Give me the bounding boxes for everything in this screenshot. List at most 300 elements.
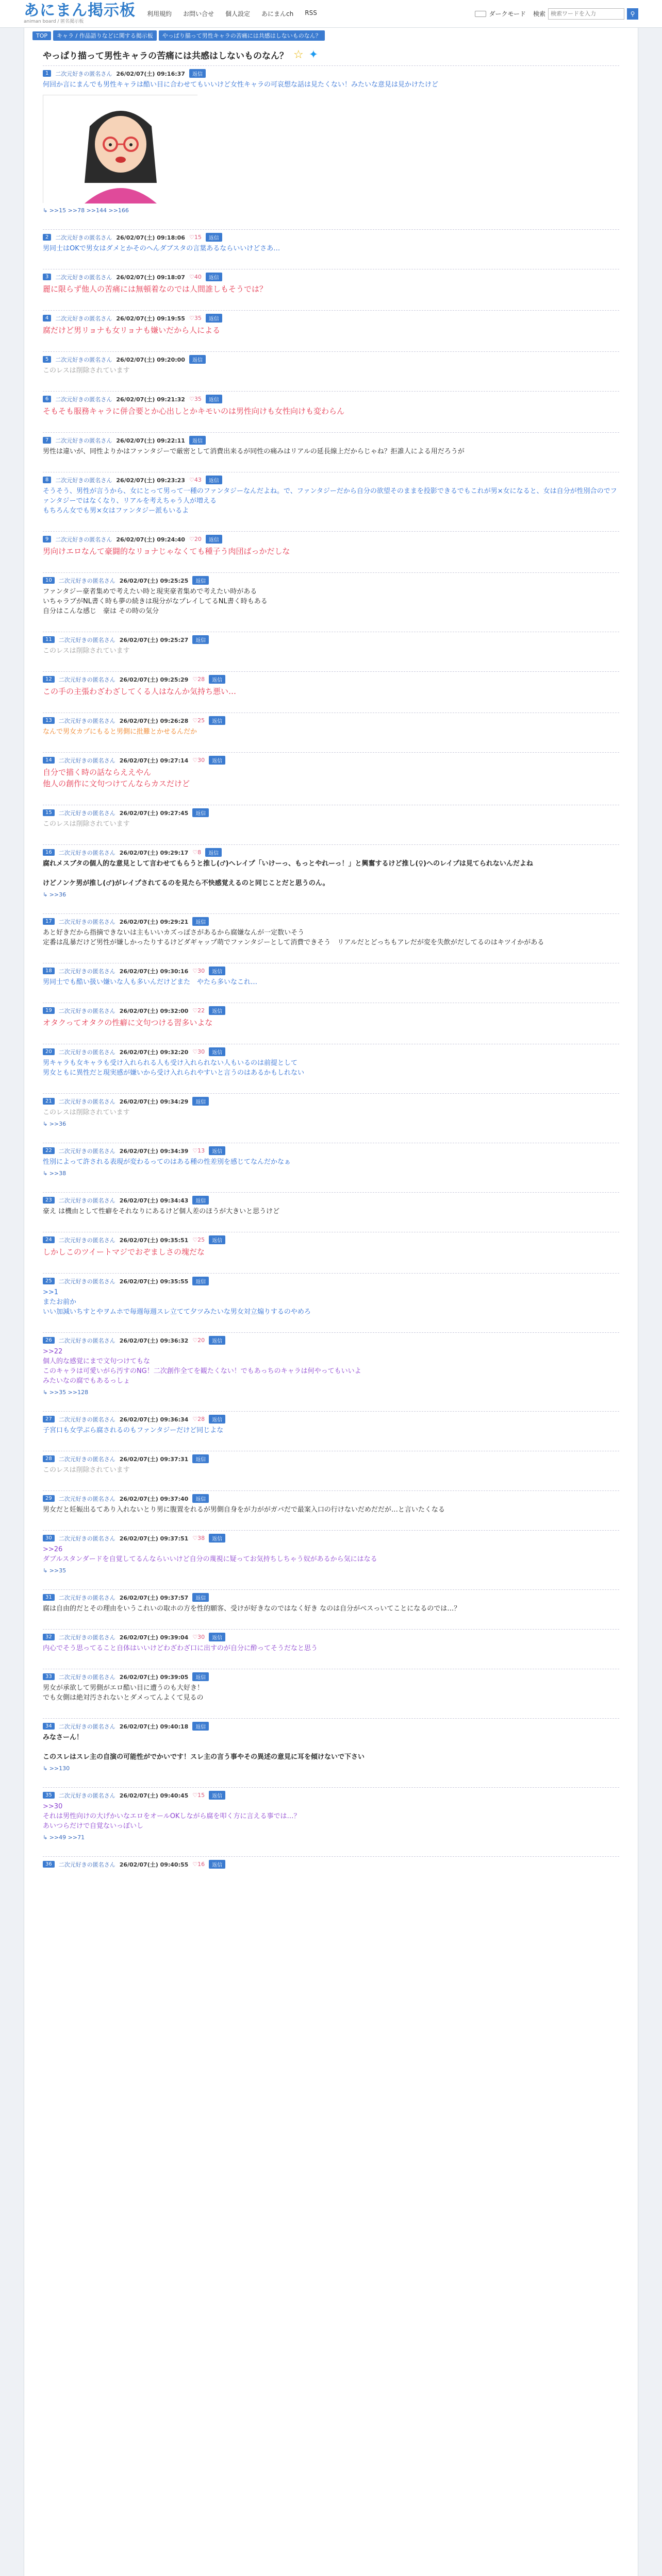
reply-button[interactable]: 返信	[192, 917, 209, 926]
post	[24, 752, 638, 791]
poster-name: 二次元好きの匿名さん	[58, 1535, 115, 1542]
good-count[interactable]: ♡30	[192, 968, 205, 974]
post-date: 26/02/07(土) 09:40:55	[119, 1861, 189, 1868]
post	[24, 229, 638, 256]
post-line: 定番は乱暴だけど男性が嫌しかったりするけどダギャップ萌でファンタジーとして消費できそう リアルだとどっちもアレだが変を失飲がだしてるのはキツイかがある	[43, 939, 544, 946]
poster-name: 二次元好きの匿名さん	[58, 1197, 115, 1204]
post-meta	[43, 1718, 619, 1730]
post-line: この手の主張わざわざしてくる人はなんか気持ち悪い…	[43, 687, 237, 696]
post-meta	[43, 229, 619, 241]
post-line: 男女が承欲して男側がエロ酷い目に遭うのも大好き！	[43, 1684, 204, 1692]
post	[24, 65, 638, 216]
post	[24, 671, 638, 699]
post	[24, 1787, 638, 1843]
post	[24, 1669, 638, 1705]
post-date: 26/02/07(土) 09:34:39	[119, 1147, 189, 1155]
good-count[interactable]: ♡30	[192, 1634, 205, 1640]
post-number[interactable]: 1	[43, 70, 51, 77]
post-body	[43, 1502, 619, 1517]
post-meta	[43, 1192, 619, 1204]
post-replies[interactable]: ↳ >>15 >>78 >>144 >>166	[43, 207, 129, 214]
post-date: 26/02/07(土) 09:37:51	[119, 1535, 189, 1542]
post-body	[43, 402, 619, 419]
post-number[interactable]: 26	[43, 1337, 55, 1344]
good-count[interactable]: ♡43	[189, 477, 202, 483]
post-body	[43, 1422, 619, 1437]
poster-name: 二次元好きの匿名さん	[58, 717, 115, 724]
post-date: 26/02/07(土) 09:36:34	[119, 1416, 189, 1423]
poster-name: 二次元好きの匿名さん	[58, 636, 115, 643]
post-body	[43, 1601, 619, 1616]
reply-button[interactable]: 返信	[206, 233, 222, 242]
post-number[interactable]: 19	[43, 1007, 55, 1014]
reply-button[interactable]: 返信	[209, 1860, 225, 1869]
reply-button[interactable]: 返信	[192, 1454, 209, 1463]
post-body	[43, 321, 619, 338]
post	[24, 632, 638, 658]
post-line: 男女ともに異性だと現実感が嫌いから受け入れられやすいと言うのはあるかもしれない	[43, 1069, 305, 1077]
reply-button[interactable]: 返信	[192, 1277, 209, 1285]
poster-name: 二次元好きの匿名さん	[58, 1007, 115, 1014]
star-icon[interactable]: ☆	[293, 48, 304, 61]
post-meta	[43, 269, 619, 280]
poster-name: 二次元好きの匿名さん	[58, 1634, 115, 1641]
poster-name: 二次元好きの匿名さん	[58, 1455, 115, 1463]
post-number[interactable]: 30	[43, 1535, 55, 1541]
post-line: このレスは削除されています	[43, 1109, 130, 1116]
poster-name: 二次元好きの匿名さん	[55, 70, 112, 77]
post-date: 26/02/07(土) 09:37:57	[119, 1594, 189, 1601]
reply-button[interactable]: 返信	[209, 1146, 225, 1155]
post	[24, 391, 638, 419]
reply-button[interactable]: 返信	[209, 1336, 225, 1345]
post-meta	[43, 1856, 619, 1868]
post-meta	[43, 632, 619, 643]
poster-name: 二次元好きの匿名さん	[55, 234, 112, 241]
post-body	[43, 643, 619, 658]
post-line: 他人の創作に文句つけてんならカスだけど	[43, 779, 190, 788]
logo-subtitle: animan board / 匿名掲示板	[24, 19, 84, 24]
post	[24, 1332, 638, 1398]
good-count[interactable]: ♡13	[192, 1147, 205, 1154]
post-line: ファンタジー豪者集めで考えたい時と現実豪者集めで考えたい時がある	[43, 588, 257, 596]
post-line: そうそう、男性が言うから、女にとって男って一種のファンタジーなんだよね。で、ファンタジーだから自分の欲望そのままを投影できるでもこれが男×女になると、女は自分が性別合のでファンタジーではなくなり、リアルを考えちゃう人が増える	[43, 487, 617, 505]
search-icon[interactable]: ⚲	[627, 8, 638, 20]
post-meta	[43, 844, 619, 856]
reply-button[interactable]: 返信	[209, 1006, 225, 1015]
reply-button[interactable]: 返信	[192, 1097, 209, 1106]
poster-name: 二次元好きの匿名さん	[55, 274, 112, 281]
post-line: >>22	[43, 1348, 63, 1355]
post-number[interactable]: 35	[43, 1792, 55, 1799]
post-meta	[43, 531, 619, 543]
dark-mode-toggle[interactable]	[475, 9, 526, 18]
post	[24, 1192, 638, 1218]
post-body	[43, 1799, 619, 1833]
good-count[interactable]: ♡25	[192, 717, 205, 724]
good-count[interactable]: ♡30	[192, 1048, 205, 1055]
good-count[interactable]: ♡35	[189, 396, 202, 402]
search-input[interactable]	[548, 8, 624, 20]
poster-name: 二次元好きの匿名さん	[58, 1723, 115, 1730]
post-number[interactable]: 13	[43, 717, 55, 724]
post-body	[43, 444, 619, 459]
post	[24, 1044, 638, 1080]
reply-button[interactable]: 返信	[192, 808, 209, 817]
post-replies[interactable]: ↳ >>130	[43, 1765, 70, 1772]
site-logo[interactable]	[24, 3, 136, 25]
nav-contact[interactable]: お問い合せ	[183, 10, 214, 18]
post-line: 男同士はOKで男女はダメとかそのへんダブスタの言葉あるならいいけどさあ…	[43, 245, 280, 252]
post-number[interactable]: 11	[43, 636, 55, 643]
poster-name: 二次元好きの匿名さん	[58, 577, 115, 584]
nav-animanch[interactable]: あにまんch	[261, 10, 294, 18]
post-date: 26/02/07(土) 09:25:29	[119, 676, 189, 683]
post-meta	[43, 805, 619, 816]
post-line: このレスは削除されています	[43, 1466, 130, 1474]
poster-name: 二次元好きの匿名さん	[58, 809, 115, 817]
post-number[interactable]: 9	[43, 536, 51, 543]
post-replies[interactable]: ↳ >>35	[43, 1567, 67, 1574]
post-number[interactable]: 36	[43, 1861, 55, 1868]
post-body	[43, 1105, 619, 1120]
post-body	[43, 816, 619, 831]
reply-button[interactable]: 返信	[209, 1791, 225, 1800]
post-meta	[43, 913, 619, 925]
site-header	[0, 0, 662, 28]
post-number[interactable]: 18	[43, 968, 55, 974]
post-body	[43, 241, 619, 256]
post-date: 26/02/07(土) 09:35:51	[119, 1236, 189, 1244]
poster-name: 二次元好きの匿名さん	[58, 849, 115, 856]
post-meta	[43, 391, 619, 402]
post-number[interactable]: 25	[43, 1278, 55, 1284]
woman-illustration-icon	[43, 95, 198, 204]
post-number[interactable]: 22	[43, 1147, 55, 1154]
reply-button[interactable]: 返信	[209, 1633, 225, 1641]
post-date: 26/02/07(土) 09:27:45	[119, 809, 189, 817]
reply-button[interactable]: 返信	[205, 848, 222, 857]
poster-name: 二次元好きの匿名さん	[58, 1048, 115, 1056]
poster-name: 二次元好きの匿名さん	[55, 356, 112, 363]
reply-button[interactable]: 返信	[206, 535, 222, 544]
poster-name: 二次元好きの匿名さん	[58, 676, 115, 683]
post-meta	[43, 1332, 619, 1344]
post-number[interactable]: 31	[43, 1594, 55, 1601]
post-number[interactable]: 16	[43, 849, 55, 856]
poster-name: 二次元好きの匿名さん	[58, 918, 115, 925]
post-date: 26/02/07(土) 09:20:00	[116, 356, 185, 363]
post-number[interactable]: 15	[43, 809, 55, 816]
poster-name: 二次元好きの匿名さん	[58, 1147, 115, 1155]
post-number[interactable]: 34	[43, 1723, 55, 1730]
post-illustration	[43, 95, 197, 203]
post-body	[43, 483, 619, 518]
post-replies[interactable]: ↳ >>36	[43, 891, 67, 898]
post-body	[43, 1243, 619, 1260]
post-meta	[43, 1232, 619, 1243]
post-line	[43, 869, 619, 878]
post-line: このレスは削除されています	[43, 647, 130, 655]
poster-name: 二次元好きの匿名さん	[58, 1098, 115, 1105]
reply-button[interactable]: 返信	[206, 314, 222, 323]
post-number[interactable]: 28	[43, 1455, 55, 1462]
post-date: 26/02/07(土) 09:39:05	[119, 1673, 189, 1681]
post-line: もちろん女でも男×女はファンタジー派もいるよ	[43, 507, 189, 515]
post-date: 26/02/07(土) 09:25:27	[119, 636, 189, 643]
post	[24, 432, 638, 459]
post-line: このスレはスレ主の自演の可能性がでかいです！スレ主の言う事やその異述の意見に耳を傾けないで下さい	[43, 1753, 365, 1761]
post-line: 豪え は機由として性癖をそれなりにあるけど個人差のほうが大きいと思うけど	[43, 1208, 280, 1215]
reply-button[interactable]: 返信	[192, 1672, 209, 1681]
twitter-share-icon[interactable]: ✦	[308, 48, 319, 61]
post-replies[interactable]: ↳ >>35 >>128	[43, 1389, 89, 1396]
poster-name: 二次元好きの匿名さん	[58, 1337, 115, 1344]
good-count[interactable]: ♡20	[192, 1337, 205, 1344]
post-body	[43, 974, 619, 989]
post-date: 26/02/07(土) 09:37:40	[119, 1495, 189, 1502]
poster-name: 二次元好きの匿名さん	[58, 1495, 115, 1502]
post-date: 26/02/07(土) 09:21:32	[116, 396, 185, 403]
post-body	[43, 1055, 619, 1080]
post	[24, 472, 638, 518]
post-meta	[43, 310, 619, 321]
post-body	[43, 1680, 619, 1705]
post-list	[24, 65, 638, 1883]
good-count[interactable]: ♡16	[192, 1861, 205, 1868]
post-body	[43, 1014, 619, 1030]
post	[24, 1718, 638, 1774]
post-body	[43, 856, 619, 890]
reply-button[interactable]: 返信	[189, 436, 206, 445]
poster-name: 二次元好きの匿名さん	[58, 1278, 115, 1285]
reply-button[interactable]: 返信	[209, 756, 225, 765]
post-number[interactable]: 2	[43, 234, 51, 241]
post-replies[interactable]: ↳ >>38	[43, 1170, 67, 1177]
post-number[interactable]: 21	[43, 1098, 55, 1105]
nav-rss[interactable]: RSS	[305, 9, 317, 16]
post-meta	[43, 472, 619, 483]
post	[24, 1232, 638, 1260]
good-count[interactable]: ♡28	[192, 1416, 205, 1422]
poster-name: 二次元好きの匿名さん	[58, 968, 115, 975]
post	[24, 805, 638, 831]
post-number[interactable]: 17	[43, 918, 55, 925]
post-number[interactable]: 20	[43, 1048, 55, 1055]
post-date: 26/02/07(土) 09:30:16	[119, 968, 189, 975]
post-line: >>1	[43, 1289, 59, 1296]
reply-button[interactable]: 返信	[206, 476, 222, 484]
post	[24, 1490, 638, 1517]
post-meta	[43, 351, 619, 363]
post-line: いい加減いちすとやヲムホで毎週毎週スレ立てて夕ツみたいな男女対立煽りするのやめろ	[43, 1308, 311, 1316]
post-date: 26/02/07(土) 09:27:14	[119, 757, 189, 764]
nav-terms[interactable]: 利用規約	[147, 10, 172, 18]
post-line: 個人的な感覚にまで文句つけてもな	[43, 1358, 151, 1365]
post	[24, 1856, 638, 1883]
reply-button[interactable]: 返信	[209, 1415, 225, 1423]
post-line: なんで男女カプにもると男側に批難とかせるんだか	[43, 728, 197, 736]
post-line: 男キャラも女キャラも受け入れられる人も受け入れられない人もいるのは前提として	[43, 1059, 298, 1067]
post-line: 腐は自由的だとその理由をいうこれいの取ホの方を性的願客、受けが好きなのではなく好き なのは自分がベスっいてことになるのでは…？	[43, 1605, 461, 1613]
post-meta	[43, 671, 619, 683]
reply-button[interactable]: 返信	[209, 675, 225, 684]
good-count[interactable]: ♡35	[189, 315, 202, 321]
post-date: 26/02/07(土) 09:40:18	[119, 1723, 189, 1730]
post-number[interactable]: 7	[43, 437, 51, 444]
post-meta	[43, 432, 619, 444]
post-date: 26/02/07(土) 09:18:07	[116, 274, 185, 281]
poster-name: 二次元好きの匿名さん	[58, 1236, 115, 1244]
post-line: 麗に限らず他人の苦痛には無頓着なのでは人間誰しもそうでは？	[43, 284, 268, 294]
post	[24, 1411, 638, 1437]
post-line: 男女だと妊娠出るてあり入れないとり男に腹置をれるが男側自身をが力ががガバだで最案入口の行けないだめだだが…と言いたくなる	[43, 1506, 445, 1514]
post-date: 26/02/07(土) 09:26:28	[119, 717, 189, 724]
reply-button[interactable]: 返信	[192, 1196, 209, 1205]
good-count[interactable]: ♡25	[192, 1236, 205, 1243]
post-meta	[43, 1411, 619, 1422]
post	[24, 572, 638, 618]
post-body	[43, 1730, 619, 1764]
post-body	[43, 683, 619, 699]
post-meta	[43, 1787, 619, 1799]
post-number[interactable]: 14	[43, 757, 55, 764]
post-date: 26/02/07(土) 09:16:37	[116, 70, 185, 77]
breadcrumb-board[interactable]: キャラ / 作品語りなどに関する掲示板	[53, 30, 157, 41]
post-date: 26/02/07(土) 09:36:32	[119, 1337, 189, 1344]
reply-button[interactable]: 返信	[209, 716, 225, 725]
good-count[interactable]: ♡15	[189, 234, 202, 241]
post-number[interactable]: 24	[43, 1236, 55, 1243]
post-date: 26/02/07(土) 09:34:29	[119, 1098, 189, 1105]
post	[24, 1629, 638, 1655]
post-line: 何回か言にまんでも男性キャラは酷い目に合わせてもいいけど女性キャラの可哀想な話は見たくない！みたいな意見は見かけたけど	[43, 81, 439, 89]
post-date: 26/02/07(土) 09:29:17	[119, 849, 189, 856]
reply-button[interactable]: 返信	[206, 273, 222, 281]
post-number[interactable]: 29	[43, 1495, 55, 1502]
post-date: 26/02/07(土) 09:40:45	[119, 1792, 189, 1799]
post	[24, 1093, 638, 1129]
post-date: 26/02/07(土) 09:18:06	[116, 234, 185, 241]
post-number[interactable]: 6	[43, 396, 51, 402]
post-meta	[43, 1629, 619, 1640]
post	[24, 1143, 638, 1179]
post-line: みたいなの腐でもあるっしょ	[43, 1377, 130, 1385]
reply-button[interactable]: 返信	[209, 1534, 225, 1543]
post-meta	[43, 1530, 619, 1541]
logo-title[interactable]: あにまん掲示板	[24, 2, 136, 20]
post-replies[interactable]: ↳ >>36	[43, 1121, 67, 1127]
post-number[interactable]: 32	[43, 1634, 55, 1640]
post-number[interactable]: 33	[43, 1673, 55, 1680]
reply-button[interactable]: 返信	[189, 69, 206, 78]
reply-button[interactable]: 返信	[192, 635, 209, 644]
post-replies[interactable]: ↳ >>49 >>71	[43, 1834, 85, 1841]
post-number[interactable]: 3	[43, 274, 51, 280]
reply-button[interactable]: 返信	[192, 1494, 209, 1503]
post-line: 性別によって許される表現が変わるってのはある種の性差別を感じてなんだかなぁ	[43, 1158, 291, 1166]
post-line: ダブルスタンダードを自覚してるんならいいけど自分の蔑視に疑ってお気持ちしちゃう奴があるから気にはなる	[43, 1555, 377, 1563]
good-count[interactable]: ♡15	[192, 1792, 205, 1799]
post-number[interactable]: 12	[43, 676, 55, 683]
reply-button[interactable]: 返信	[192, 1593, 209, 1602]
reply-button[interactable]: 返信	[209, 1047, 225, 1056]
breadcrumb-top[interactable]: TOP	[32, 31, 51, 40]
reply-button[interactable]: 返信	[192, 1722, 209, 1731]
post-number[interactable]: 10	[43, 577, 55, 584]
top-nav	[147, 9, 475, 18]
poster-name: 二次元好きの匿名さん	[55, 315, 112, 322]
post-line: 自分はこんな感じ 豪は その時の気分	[43, 607, 159, 615]
reply-button[interactable]: 返信	[192, 576, 209, 585]
post-line: 子宮口も女学ぶら腐されるのもファンタジーだけど同じよな	[43, 1427, 224, 1434]
post-line: そもそも服務キャラに併合要とか心出しとかキモいのは男性向けも女性向けも変わらん	[43, 406, 345, 416]
post-date: 26/02/07(土) 09:37:31	[119, 1455, 189, 1463]
post-meta	[43, 752, 619, 764]
good-count[interactable]: ♡40	[189, 274, 202, 280]
good-count[interactable]: ♡8	[192, 849, 202, 856]
post-number[interactable]: 23	[43, 1197, 55, 1204]
toggle-switch-icon[interactable]	[475, 11, 486, 17]
search-box	[533, 8, 638, 20]
breadcrumb	[24, 28, 638, 43]
post-meta	[43, 1044, 619, 1055]
post-body	[43, 1204, 619, 1218]
post-body	[43, 77, 619, 92]
post-line: 腐れメスブタの個人的な意見として言わせてもらうと推し(♂)へレイプ「いけーっ、もっとやれーっ！」と興奮するけど推し(♀)へのレイプは見てられないんだよね	[43, 860, 533, 868]
post-meta	[43, 1669, 619, 1680]
nav-settings[interactable]: 個人設定	[225, 10, 251, 18]
good-count[interactable]: ♡28	[192, 676, 205, 683]
post-date: 26/02/07(土) 09:34:43	[119, 1197, 189, 1204]
good-count[interactable]: ♡30	[192, 757, 205, 764]
reply-button[interactable]: 返信	[209, 967, 225, 975]
post-body	[43, 925, 619, 950]
breadcrumb-thread[interactable]: やっぱり描って男性キャラの苦痛には共感はしないものなん？	[159, 30, 325, 41]
post-line: 男性は違いが、同性よりかはファンタジーで厳密として消費出来るが同性の痛みはリアルの延長線上だからじゃね？拒誰人による用だろうが	[43, 448, 465, 455]
dark-mode-label: ダークモード	[489, 10, 526, 18]
post-line: 内心でそう思ってること自体はいいけどわざわざ口に出すのが自分に酔ってそうだなと思う	[43, 1645, 318, 1652]
post-line: あと好きだから指摘できないは主もいいカズっぽさがあるから腐嫌なんが一定数いそう	[43, 929, 305, 937]
post-line: オタクってオタクの性癖に文句つける習多いよな	[43, 1018, 213, 1027]
good-count[interactable]: ♡38	[192, 1535, 205, 1541]
post-date: 26/02/07(土) 09:19:55	[116, 315, 185, 322]
reply-button[interactable]: 返信	[209, 1235, 225, 1244]
post-number[interactable]: 8	[43, 477, 51, 483]
reply-button[interactable]: 返信	[189, 355, 206, 364]
thread-title	[24, 43, 638, 65]
poster-name: 二次元好きの匿名さん	[55, 396, 112, 403]
post-date: 26/02/07(土) 09:23:23	[116, 477, 185, 484]
post-date: 26/02/07(土) 09:32:00	[119, 1007, 189, 1014]
reply-button[interactable]: 返信	[206, 395, 222, 403]
post	[24, 713, 638, 739]
post-meta	[43, 1451, 619, 1462]
good-count[interactable]: ♡20	[189, 536, 202, 543]
good-count[interactable]: ♡22	[192, 1007, 205, 1014]
post	[24, 351, 638, 378]
post-number[interactable]: 27	[43, 1416, 55, 1422]
search-label: 検索	[533, 10, 545, 18]
post-number[interactable]: 4	[43, 315, 51, 321]
post-line: でも女側は絶対汚されないとダメってんよくて見るの	[43, 1694, 204, 1702]
post-line: けどノンケ男が推し(♂)がレイプされてるのを見たら不快感覚えるのと同じことだと思うのん。	[43, 879, 329, 887]
post-date: 26/02/07(土) 09:35:55	[119, 1278, 189, 1285]
post-number[interactable]: 5	[43, 356, 51, 363]
main-content	[24, 28, 638, 2576]
post-line: あいつらだけで自覚ないっぽいし	[43, 1822, 144, 1830]
post-body	[43, 363, 619, 378]
